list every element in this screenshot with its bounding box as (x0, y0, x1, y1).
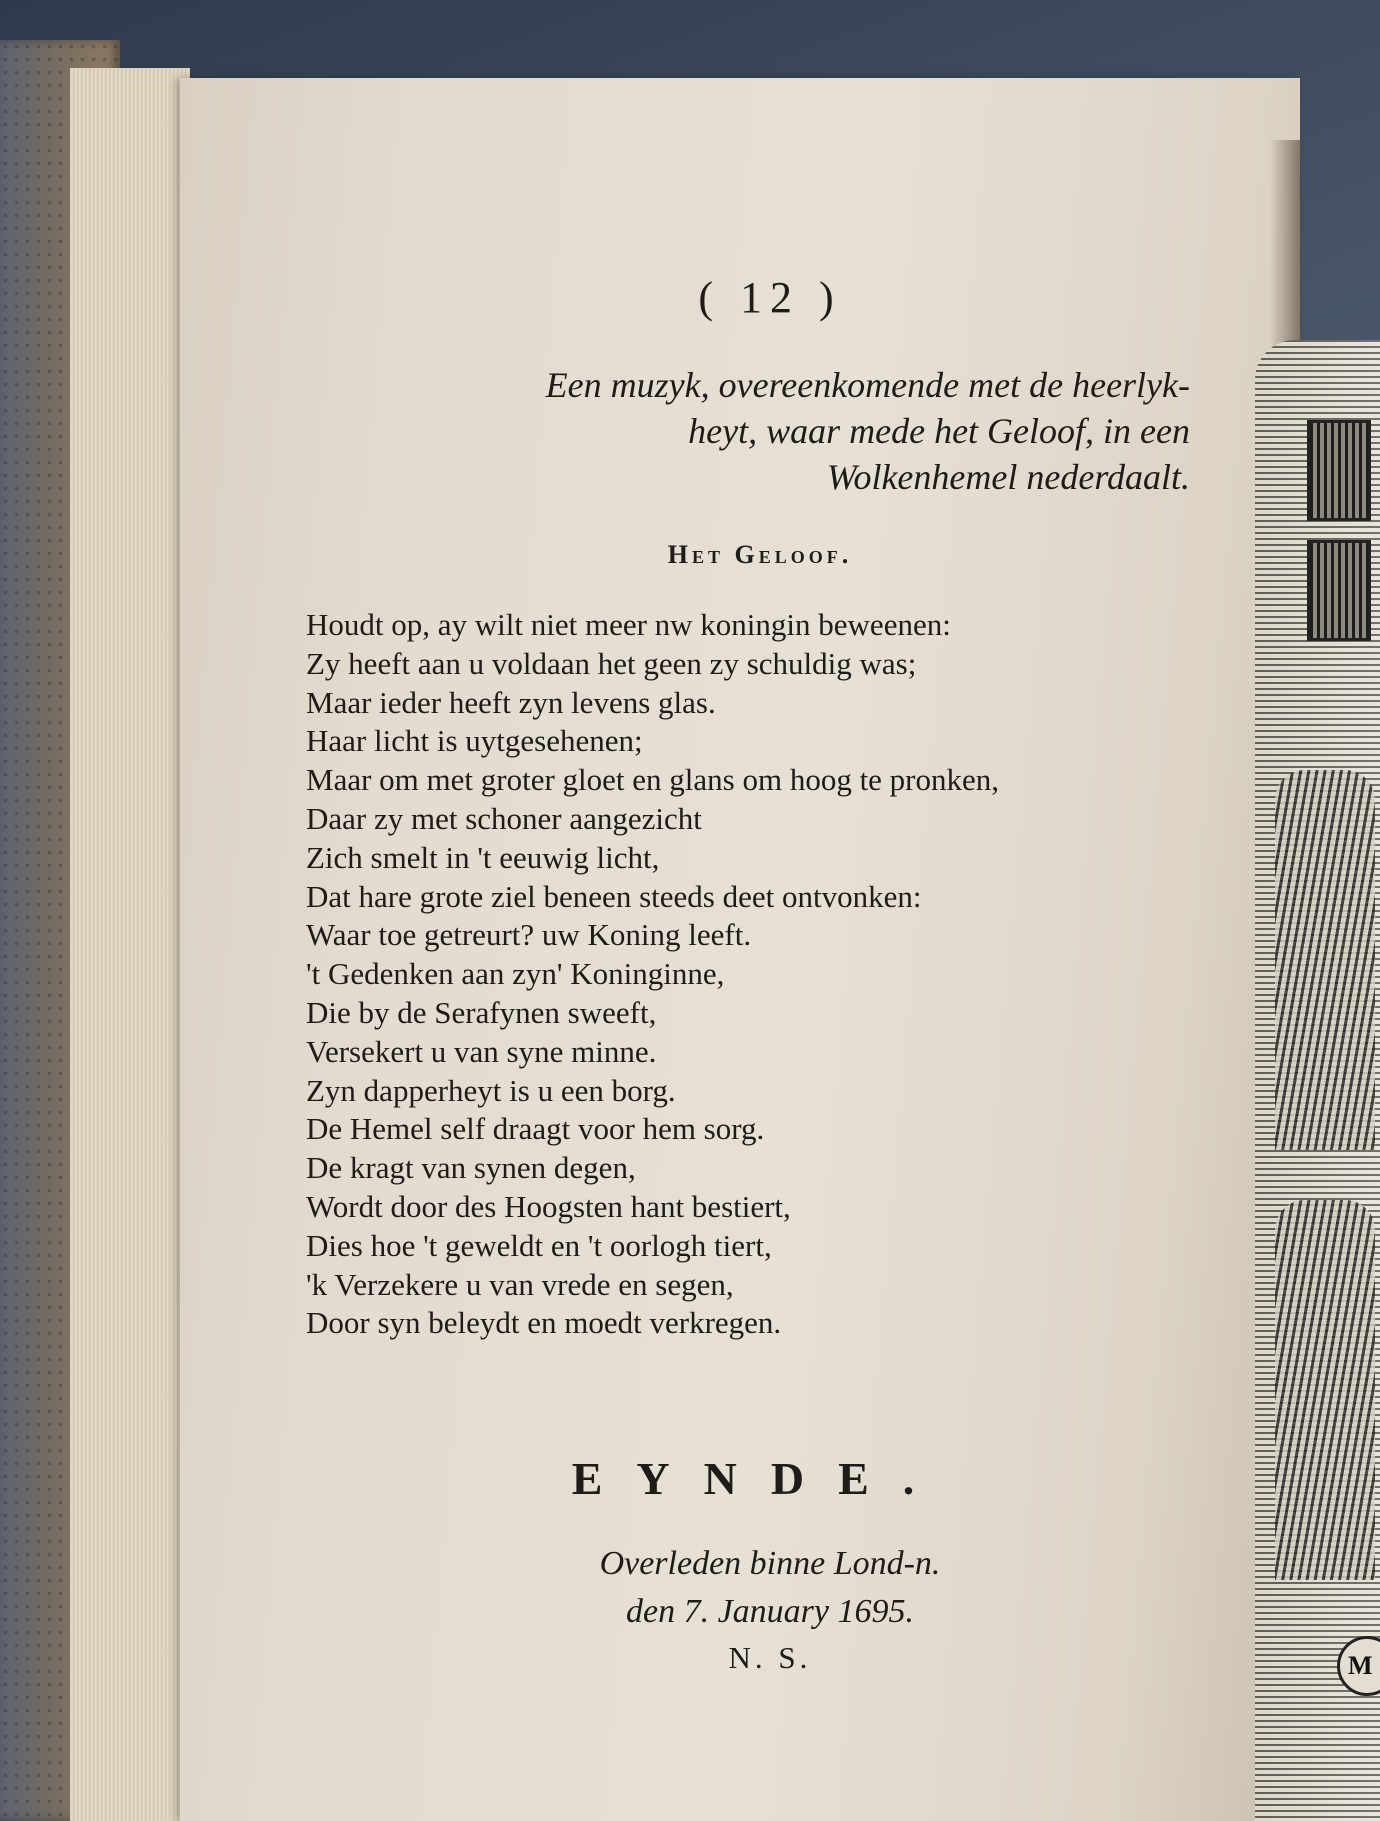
page-edges (70, 68, 190, 1821)
death-line: Overleden binne Lond-n. (599, 1545, 941, 1582)
poem-line: Zyn dapperheyt is u een borg. (306, 1072, 676, 1108)
poem-line: Maar ieder heeft zyn levens glas. (306, 684, 716, 720)
engraving-crowd (1275, 770, 1375, 1150)
heading-line: Wolkenhemel nederdaalt. (826, 457, 1190, 497)
poem-line: Wordt door des Hoogsten hant bestiert, (306, 1188, 791, 1224)
speaker-name: Het Geloof. (667, 540, 853, 569)
poem-line: Dat hare grote ziel beneen steeds deet ontvonken: (306, 878, 922, 914)
page-number: ( 12 ) (698, 273, 842, 322)
poem-line: De kragt van synen degen, (306, 1150, 636, 1186)
poem-line: Houdt op, ay wilt niet meer nw koningin beweenen: (306, 607, 951, 642)
poem (306, 606, 1206, 1343)
poem-line: Daar zy met schoner aangezicht (306, 800, 702, 836)
poem-line: Waar toe getreurt? uw Koning leeft. (306, 917, 752, 953)
section-heading (330, 362, 1190, 500)
new-style-note: N. S. (728, 1640, 812, 1675)
plate-letter: M (1337, 1636, 1380, 1696)
poem-line: Dies hoe 't geweldt en 't oorlogh tiert, (306, 1227, 772, 1263)
engraving-crowd (1275, 1200, 1375, 1580)
death-line: den 7. January 1695. (625, 1593, 914, 1630)
poem-line: Zich smelt in 't eeuwig licht, (306, 839, 660, 875)
engraving-window (1307, 420, 1371, 521)
poem-line: 'k Verzekere u van vrede en segen, (306, 1266, 734, 1302)
heading-line: Een muzyk, overeenkomende met de heerlyk- (545, 365, 1190, 405)
heading-line: heyt, waar mede het Geloof, in een (688, 411, 1190, 451)
poem-line: Maar om met groter gloet en glans om hoog te pronken, (306, 762, 1000, 798)
engraving-window (1307, 540, 1371, 641)
poem-line: 't Gedenken aan zyn' Koninginne, (306, 956, 725, 992)
poem-line: Versekert u van syne minne. (306, 1033, 657, 1069)
poem-line: Die by de Serafynen sweeft, (306, 994, 657, 1030)
death-note (480, 1540, 1060, 1636)
poem-line: Haar licht is uytgesehenen; (306, 723, 643, 759)
poem-line: Zy heeft aan u voldaan het geen zy schuldig was; (306, 645, 917, 681)
poem-line: Door syn beleydt en moedt verkregen. (306, 1305, 782, 1341)
engraving-plate (1255, 340, 1380, 1821)
finis-title: EYNDE. (571, 1453, 949, 1504)
poem-line: De Hemel self draagt voor hem sorg. (306, 1111, 765, 1147)
